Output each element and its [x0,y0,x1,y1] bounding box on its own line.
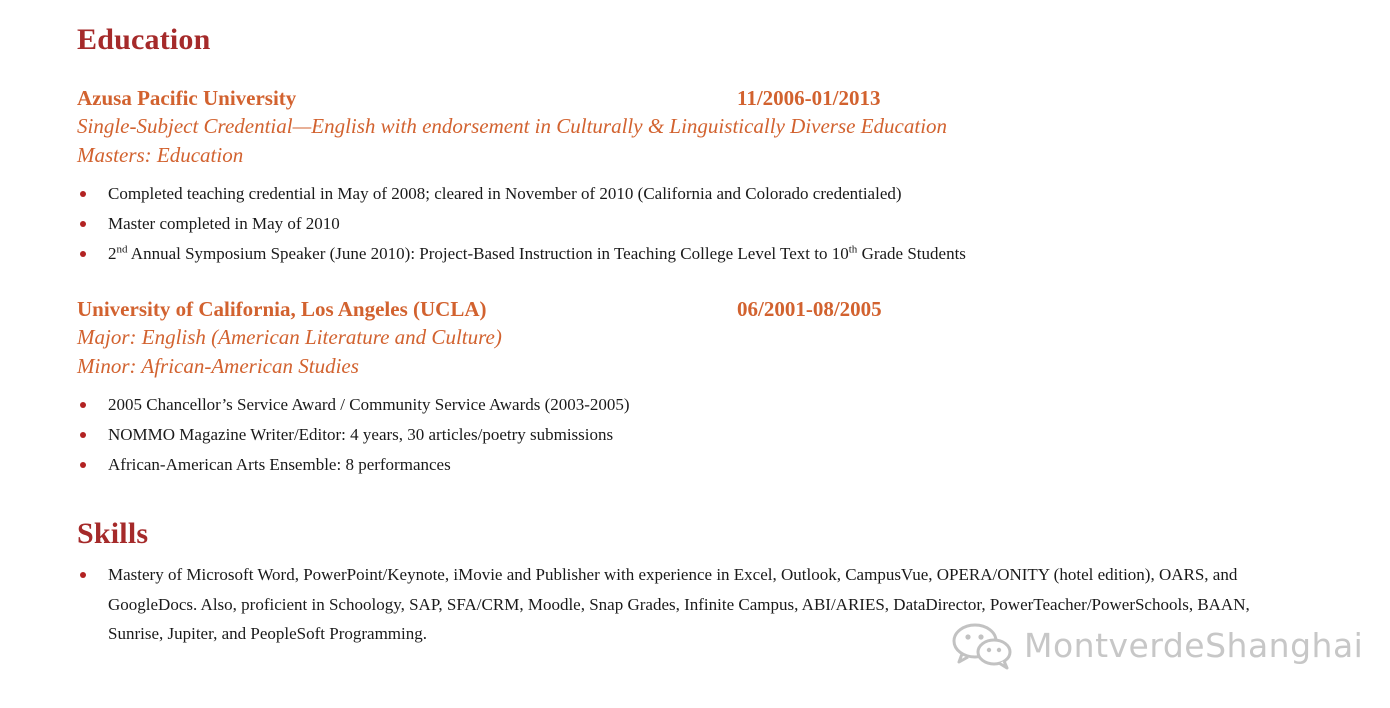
bullet-dot-icon [80,462,86,468]
list-item [77,179,966,209]
watermark-text: MontverdeShanghai [1024,625,1364,665]
list-item-text-middle: Annual Symposium Speaker (June 2010): Project-Based Instruction in Teaching College Level Text to 10 [127,244,849,263]
ordinal-suffix: nd [116,243,128,256]
watermark [950,617,1363,673]
school-detail: Masters: Education [77,143,244,167]
bullet-dot-icon [80,432,86,438]
list-item-text: Mastery of Microsoft Word, PowerPoint/Keynote, iMovie and Publisher with experience in Excel, Outlook, CampusVue, OPERA/ONITY (hotel edition), OARS, and GoogleDocs. Also, proficient in Schoology, SAP, SFA/CRM, Moodle, Snap Grades, Infinite Campus, ABI/ARIES, DataDirector, PowerTeacher/PowerSchools, BAAN, Sunrise, Jupiter, and PeopleSoft Programming. [108,565,1250,643]
azusa-bullet-list [77,179,966,269]
list-item-text-prefix: 2 [108,244,117,263]
school-detail: Major: English (American Literature and Culture) [77,325,502,349]
school-azusa [77,84,1077,170]
wechat-icon [950,620,1014,670]
school-dates: 06/2001-08/2005 [737,297,882,321]
bullet-dot-icon [80,572,86,578]
bullet-dot-icon [80,251,86,257]
list-item-text-suffix: Grade Students [857,244,966,263]
school-name: University of California, Los Angeles (UCLA) [77,297,487,321]
ucla-bullet-list [77,390,630,480]
list-item-text: NOMMO Magazine Writer/Editor: 4 years, 30 articles/poetry submissions [108,425,614,444]
school-detail: Minor: African-American Studies [77,354,359,378]
list-item [77,450,630,480]
school-name: Azusa Pacific University [77,86,297,110]
list-item [77,209,966,239]
list-item-text: Master completed in May of 2010 [108,214,340,233]
list-item [77,390,630,420]
bullet-dot-icon [80,191,86,197]
bullet-dot-icon [80,402,86,408]
bullet-dot-icon [80,221,86,227]
school-ucla [77,295,1077,381]
school-header [77,84,1077,112]
education-heading: Education [77,23,211,56]
list-item [77,239,966,269]
list-item-text: Completed teaching credential in May of 2008; cleared in November of 2010 (California and Colorado credentialed) [108,184,902,203]
ordinal-suffix: th [848,243,858,256]
school-header [77,295,1077,323]
list-item-text: 2005 Chancellor’s Service Award / Community Service Awards (2003-2005) [108,395,630,414]
school-dates: 11/2006-01/2013 [737,86,881,110]
skills-heading: Skills [77,517,149,550]
list-item-text: African-American Arts Ensemble: 8 performances [108,455,451,474]
school-detail: Single-Subject Credential—English with endorsement in Culturally & Linguistically Diverse Education [77,114,948,138]
list-item [77,420,630,450]
